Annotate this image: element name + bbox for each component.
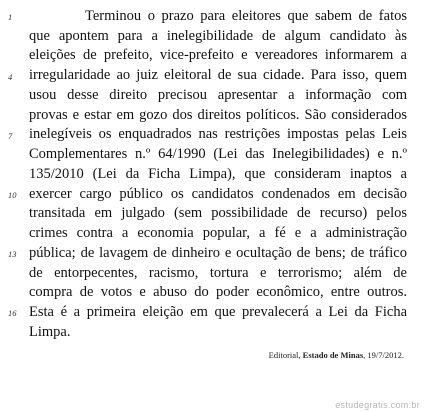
text-line: provas e estar em gozo dos direitos políticos. São considerados [29,107,407,123]
line-number: 16 [8,308,17,318]
site-watermark: estudegratis.com.br [335,400,420,410]
text-line: compra de votos e abuso do poder econômico, entre outros. [29,284,407,300]
source-prefix: Editorial, [268,350,303,360]
text-line: irregularidade ao juiz eleitoral de sua cidade. Para isso, quem [29,67,407,83]
text-line: Limpa. [29,324,71,340]
line-number: 4 [8,72,13,82]
source-citation [269,350,404,360]
text-line: Terminou o prazo para eleitores que sabem de fatos [85,8,407,24]
text-line: 135/2010 (Lei da Ficha Limpa), que consideram inaptos a [29,166,407,182]
text-line: de entorpecentes, racismo, tortura e terrorismo; além de [29,265,407,281]
text-line: Complementares n.º 64/1990 (Lei das Inelegibilidades) e n.º [29,146,407,162]
line-number: 7 [8,131,13,141]
source-publication: Estado de Minas [302,350,364,360]
text-line: exercer cargo público os candidatos condenados em decisão [29,186,407,202]
source-date: , 19/7/2012. [363,350,404,360]
text-line: transitada em julgado (sem possibilidade de recurso) pelos [29,205,407,221]
line-number: 1 [8,12,13,22]
text-line: crimes contra a economia popular, a fé e a administração [29,225,407,241]
text-line: Esta é a primeira eleição em que prevalecerá a Lei da Ficha [29,304,407,320]
text-line: usou desse direito precisou apresentar a informação com [29,87,407,103]
text-line: eleições de prefeito, vice-prefeito e vereadores informarem a [29,47,407,63]
line-number: 13 [8,249,17,259]
text-line: que apontem para a inelegibilidade de algum candidato às [29,28,407,44]
text-line: pública; de lavagem de dinheiro e ocultação de bens; de tráfico [29,245,407,261]
text-line: inelegíveis os enquadrados nas restrições impostas pelas Leis [29,126,407,142]
line-number: 10 [8,190,17,200]
